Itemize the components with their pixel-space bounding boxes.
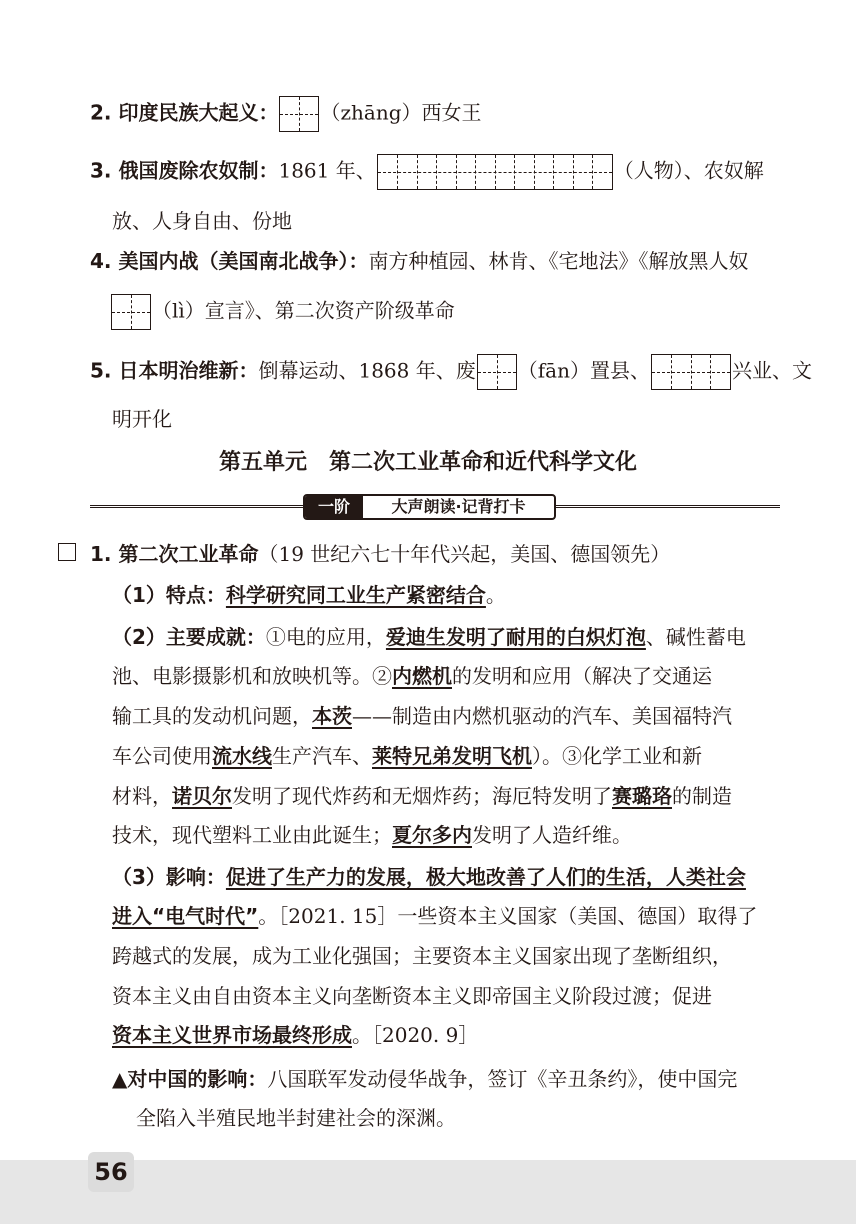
text: ——制造由内燃机驱动的汽车、美国福特汽 <box>352 704 732 728</box>
item-3 <box>90 154 780 190</box>
blank-box-6char[interactable] <box>377 154 613 190</box>
key-point: 科学研究同工业生产紧密结合 <box>225 583 486 607</box>
section-banner <box>303 494 556 520</box>
s1-head: 1. 第二次工业革命 <box>90 542 259 566</box>
text: ）。③化学工业和新 <box>532 744 702 768</box>
s1-p3-l2 <box>112 902 802 930</box>
s1-head-note: （19 世纪六七十年代兴起，美国、德国领先） <box>258 542 671 566</box>
key-point: 赛璐珞 <box>612 784 672 808</box>
item-5-label: 5. 日本明治维新： <box>90 358 259 383</box>
key-point: 夏尔多内 <box>392 823 472 847</box>
key-point: 本茨 <box>312 704 352 728</box>
text: 的制造 <box>672 784 732 808</box>
banner-level: 一阶 <box>305 496 363 518</box>
text: 。［2021. 15］一些资本主义国家（美国、德国）取得了 <box>258 904 758 928</box>
text: 输工具的发动机问题， <box>112 704 312 728</box>
key-point: 内燃机 <box>392 664 452 688</box>
text: 池、电影摄影机和放映机等。② <box>112 664 392 688</box>
text: 发明了人造纤维。 <box>472 823 632 847</box>
key-point: 资本主义世界市场最终形成 <box>112 1023 352 1047</box>
text: 发明了现代炸药和无烟炸药；海厄特发明了 <box>232 784 612 808</box>
banner-text: 大声朗读·记背打卡 <box>391 497 526 516</box>
text: 技术，现代塑料工业由此诞生； <box>112 823 392 847</box>
item-5-text-d: 明开化 <box>112 407 172 431</box>
unit-title: 第五单元 第二次工业革命和近代科学文化 <box>218 450 637 475</box>
text: 、碱性蓄电 <box>645 625 746 649</box>
s1-p2-l6 <box>112 821 802 849</box>
p1-label: （1）特点： <box>112 583 226 607</box>
text: 。 <box>485 583 506 607</box>
s1-p3-l1 <box>112 863 802 891</box>
s1-p2-l5 <box>112 782 802 810</box>
text: ①电的应用， <box>265 625 386 649</box>
item-5-text-c: 兴业、文 <box>731 358 812 383</box>
key-point: 进入“电气时代” <box>112 904 259 928</box>
item-2 <box>90 96 780 132</box>
item-2-text: （zhāng）西女王 <box>320 100 482 125</box>
s1-p2-l4 <box>112 742 802 770</box>
item-3-text-c: 放、人身自由、份地 <box>112 209 292 233</box>
item-5-text-b: （fān）置县、 <box>517 358 650 383</box>
s1-p3-l4: 资本主义由自由资本主义向垄断资本主义即帝国主义阶段过渡；促进 <box>112 984 712 1008</box>
text: 。［2020. 9］ <box>352 1023 479 1047</box>
s1-p3-l5 <box>112 1021 802 1049</box>
item-4-cont <box>110 294 800 330</box>
item-4 <box>90 247 780 275</box>
item-3-text-b: （人物）、农奴解 <box>613 158 764 183</box>
s1-heading <box>90 540 780 568</box>
s1-note-l2: 全陷入半殖民地半封建社会的深渊。 <box>136 1106 456 1130</box>
key-point: 诺贝尔 <box>172 784 232 808</box>
page-number: 56 <box>88 1152 134 1192</box>
p3-label: （3）影响： <box>112 865 226 889</box>
item-3-text-a: 1861 年、 <box>278 158 376 183</box>
item-4-text-a: 南方种植园、林肯、《宅地法》《解放黑人奴 <box>368 249 749 273</box>
p2-label: （2）主要成就： <box>112 625 266 649</box>
blank-box-1char[interactable] <box>279 96 319 132</box>
note-label: ▲对中国的影响： <box>112 1067 268 1091</box>
text: 材料， <box>112 784 172 808</box>
text: 生产汽车、 <box>272 744 372 768</box>
text: 车公司使用 <box>112 744 212 768</box>
blank-box-1char[interactable] <box>477 354 517 390</box>
s1-p3-l3: 跨越式的发展，成为工业化强国；主要资本主义国家出现了垄断组织， <box>112 944 732 968</box>
text: 的发明和应用（解决了交通运 <box>452 664 712 688</box>
item-4-label: 4. 美国内战（美国南北战争）： <box>90 249 369 273</box>
key-point: 促进了生产力的发展，极大地改善了人们的生活，人类社会 <box>225 865 746 889</box>
text: 八国联军发动侵华战争，签订《辛丑条约》，使中国完 <box>267 1067 738 1091</box>
s1-p2-l2 <box>112 662 802 690</box>
key-point: 流水线 <box>212 744 272 768</box>
s1-p1 <box>112 581 802 609</box>
item-4-text-b: （lì）宣言》、第二次资产阶级革命 <box>152 298 455 323</box>
item-3-label: 3. 俄国废除农奴制： <box>90 158 279 183</box>
checkin-checkbox[interactable] <box>58 543 76 561</box>
s1-p2-l1 <box>112 623 802 651</box>
item-2-label: 2. 印度民族大起义： <box>90 100 279 125</box>
key-point: 莱特兄弟发明飞机 <box>372 744 532 768</box>
item-5-text-a: 倒幕运动、1868 年、废 <box>258 358 476 383</box>
blank-box-2char[interactable] <box>651 354 731 390</box>
blank-box-1char[interactable] <box>111 294 151 330</box>
s1-p2-l3 <box>112 702 802 730</box>
key-point: 爱迪生发明了耐用的白炽灯泡 <box>385 625 646 649</box>
s1-note-l1 <box>112 1065 802 1093</box>
item-5 <box>90 354 812 390</box>
